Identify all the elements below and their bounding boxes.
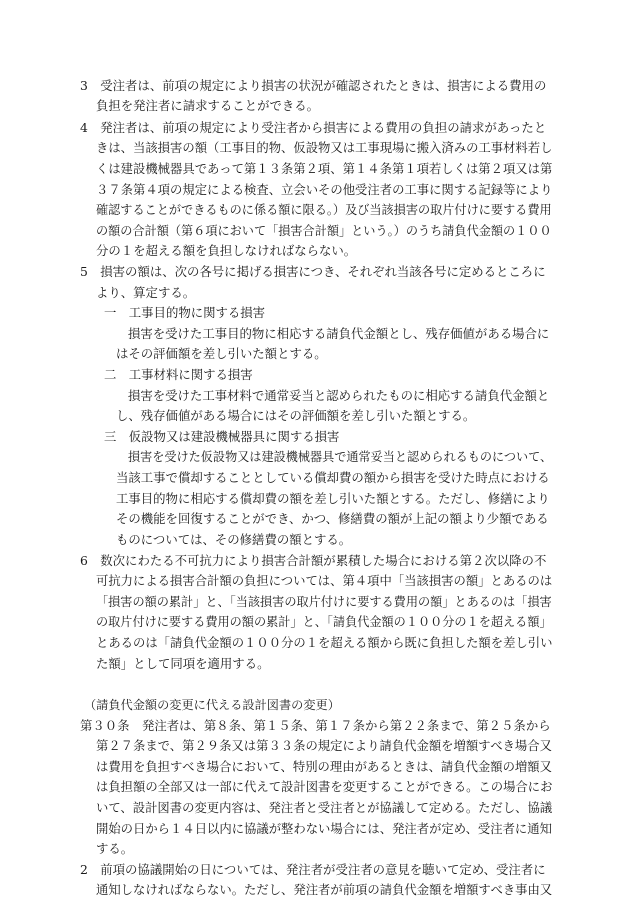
article-30-2-line-1: 2 前項の協議開始の日については、発注者が受注者の意見を聴いて定め、受注者に (80, 862, 546, 877)
article-30-line-4: は負担額の全部又は一部に代えて設計図書を変更することができる。この場合にお (96, 779, 553, 794)
item-3-heading: 三 仮設物又は建設機械器具に関する損害 (104, 429, 340, 444)
item-3-line-2: 当該工事で償却することとしている償却費の額から損害を受けた時点における (116, 470, 550, 485)
article-30-2-line-2: 通知しなければならない。ただし、発注者が前項の請負代金額を増額すべき事由又 (96, 882, 553, 897)
article-30-line-2: 第２７条まで、第２９条又は第３３条の規定により請負代金額を増額すべき場合又 (96, 738, 552, 753)
clause-29-6-line-2: 可抗力による損害合計額の負担については、第４項中「当該損害の額」とあるのは (96, 573, 553, 588)
item-2-heading: 二 工事材料に関する損害 (104, 367, 253, 382)
article-30-line-6: 開始の日から１４日以内に協議が整わない場合には、発注者が定め、受注者に通知 (96, 821, 552, 836)
article-30-line-7: する。 (96, 841, 134, 856)
item-1-line-2: はその評価額を差し引いた額とする。 (116, 346, 327, 361)
item-2-line-1: 損害を受けた工事材料で通常妥当と認められたものに相応する請負代金額と (128, 388, 550, 403)
clause-29-6-line-5: とあるのは「請負代金額の１００分の１を超える額から既に負担した額を差し引い (96, 635, 553, 650)
article-30-line-5: いて、設計図書の変更内容は、発注者と受注者とが協議して定める。ただし、協議 (96, 800, 553, 815)
article-30-line-3: は費用を負担すべき場合において、特別の理由があるときは、請負代金額の増額又 (96, 759, 552, 774)
item-3-line-4: その機能を回復することができ、かつ、修繕費の額が上記の額より少額である (116, 511, 549, 526)
clause-29-3-line-1: 3 受注者は、前項の規定により損害の状況が確認されたときは、損害による費用の (80, 78, 547, 93)
clause-29-4-line-7: 分の１を超える額を負担しなければならない。 (96, 243, 357, 258)
article-30-line-1: 第３０条 発注者は、第８条、第１５条、第１７条から第２２条まで、第２５条から (80, 718, 551, 733)
item-2-line-2: し、残存価値がある場合にはその評価額を差し引いた額とする。 (116, 408, 476, 423)
clause-29-6-line-6: た額」として同項を適用する。 (96, 656, 270, 671)
article-30-caption: （請負代金額の変更に代える設計図書の変更） (84, 698, 340, 712)
clause-29-4-line-4: ３７条第４項の規定による検査、立会いその他受注者の工事に関する記録等により (96, 182, 553, 197)
clause-29-4-line-1: 4 発注者は、前項の規定により受注者から損害による費用の負担の請求があったと (80, 120, 547, 135)
clause-29-6-line-4: の取片付けに要する費用の額の累計」と、「請負代金額の１００分の１を超える額」 (96, 614, 552, 629)
clause-29-6-line-1: 6 数次にわたる不可抗力により損害合計額が累積した場合における第２次以降の不 (80, 553, 547, 568)
item-3-line-1: 損害を受けた仮設物又は建設機械器具で通常妥当と認められるものについて、 (128, 449, 553, 464)
item-3-line-3: 工事目的物に相応する償却費の額を差し引いた額とする。ただし、修繕により (116, 491, 550, 506)
clause-29-5-line-2: より、算定する。 (96, 285, 196, 300)
clause-29-3-line-2: 負担を発注者に請求することができる。 (96, 98, 320, 113)
clause-29-4-line-5: 確認することができるものに係る額に限る。）及び当該損害の取片付けに要する費用 (96, 202, 552, 217)
clause-29-5-line-1: 5 損害の額は、次の各号に掲げる損害につき、それぞれ当該各号に定めるところに (80, 264, 546, 279)
clause-29-4-line-3: くは建設機械器具であって第１３条第２項、第１４条第１項若しくは第２項又は第 (96, 161, 553, 176)
item-1-heading: 一 工事目的物に関する損害 (104, 305, 266, 320)
clause-29-6-line-3: 「損害の額の累計」と、「当該損害の取片付けに要する費用の額」とあるのは「損害 (96, 594, 552, 609)
item-1-line-1: 損害を受けた工事目的物に相応する請負代金額とし、残存価値がある場合に (128, 326, 550, 341)
clause-29-4-line-2: きは、当該損害の額（工事目的物、仮設物又は工事現場に搬入済みの工事材料若し (96, 140, 553, 155)
item-3-line-5: ものについては、その修繕費の額とする。 (116, 532, 352, 547)
clause-29-4-line-6: の額の合計額（第６項において「損害合計額」という。）のうち請負代金額の１００ (96, 223, 552, 238)
